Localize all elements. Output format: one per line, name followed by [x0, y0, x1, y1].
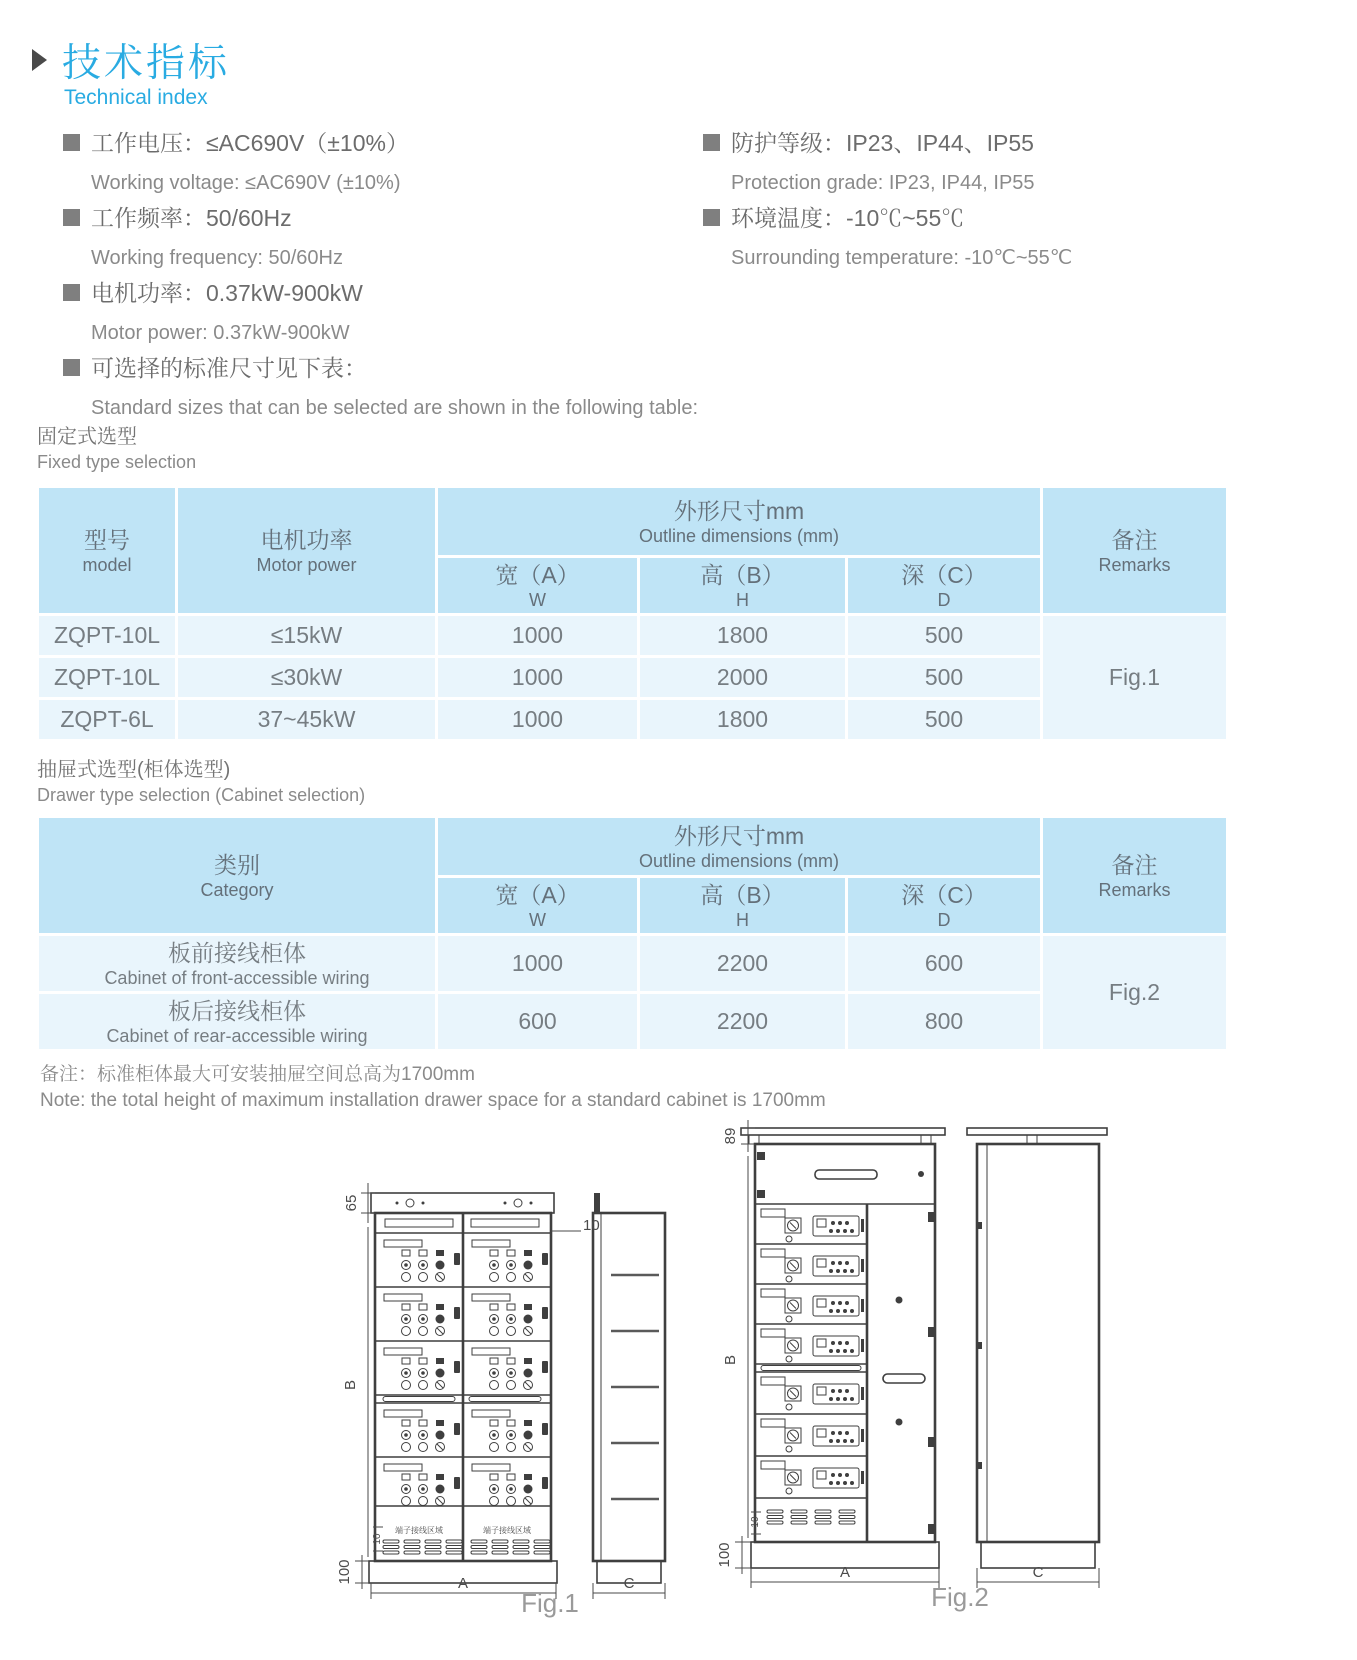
fig2-dim-C: C: [1032, 1564, 1044, 1581]
spec-working-frequency: [63, 204, 703, 270]
fig1-dim-A: A: [457, 1575, 469, 1592]
fig1-side-view: [593, 1193, 665, 1583]
cell-depth: 800: [847, 993, 1042, 1051]
drawer-table-section-label: [37, 757, 365, 807]
spec-en: Protection grade: IP23, IP44, IP55: [731, 172, 1035, 194]
spec-en: Working frequency: 50/60Hz: [91, 247, 343, 269]
cell-width: 1000: [437, 615, 639, 657]
col-header-width: 宽（A） W: [437, 877, 639, 935]
table-row: [38, 615, 1228, 657]
drawer-type-table: [36, 815, 1229, 1052]
fig2-cable-door: [883, 1212, 935, 1534]
figure-2: [715, 1092, 1115, 1617]
footnote: [40, 1062, 826, 1114]
col-header-remarks: 备注 Remarks: [1042, 487, 1228, 615]
fig1-dimensions: [336, 1183, 665, 1599]
spec-standard-sizes: [63, 354, 703, 420]
spec-en: Working voltage: ≤AC690V (±10%): [91, 172, 401, 194]
spec-motor-power: [63, 279, 703, 345]
fig2-dim-100: 100: [716, 1542, 733, 1568]
spec-zh: 电机功率：0.37kW-900kW: [91, 280, 363, 306]
cell-height: 2200: [639, 993, 847, 1051]
fig1-drawing: [335, 1135, 705, 1618]
section-arrow-icon: [32, 49, 47, 71]
section-label-en: Drawer type selection (Cabinet selection): [37, 785, 366, 805]
fixed-table-section-label: [37, 424, 196, 474]
fig1-front-view: [369, 1193, 557, 1583]
cell-model: ZQPT-10L: [38, 615, 177, 657]
fig2-dimensions: [716, 1120, 1099, 1588]
spec-en: Standard sizes that can be selected are shown in the following table:: [91, 397, 699, 419]
spec-zh: 工作电压：≤AC690V（±10%）: [91, 130, 409, 156]
page-title: 技术指标: [62, 42, 231, 85]
cell-category: 板前接线柜体 Cabinet of front-accessible wiring: [38, 935, 437, 993]
col-header-remarks: 备注 Remarks: [1042, 817, 1228, 935]
cell-width: 1000: [437, 699, 639, 741]
cell-width: 600: [437, 993, 639, 1051]
cell-remark: Fig.1: [1042, 615, 1228, 741]
square-bullet-icon: [63, 284, 80, 301]
cell-remark: Fig.2: [1042, 935, 1228, 1051]
cell-model: ZQPT-6L: [38, 699, 177, 741]
fig2-vent-area: [767, 1510, 855, 1524]
cell-height: 2000: [639, 657, 847, 699]
square-bullet-icon: [703, 134, 720, 151]
cell-height: 2200: [639, 935, 847, 993]
spec-en: Motor power: 0.37kW-900kW: [91, 322, 350, 344]
fig1-dim-C: C: [623, 1575, 635, 1592]
cell-power: ≤15kW: [177, 615, 437, 657]
fig1-dim-B: B: [342, 1379, 359, 1391]
col-header-height: 高（B） H: [639, 557, 847, 615]
fig1-dim-65: 65: [343, 1194, 360, 1212]
col-header-height: 高（B） H: [639, 877, 847, 935]
col-header-outline-dimensions: 外形尺寸mm Outline dimensions (mm): [437, 487, 1042, 557]
cell-height: 1800: [639, 615, 847, 657]
footnote-en: Note: the total height of maximum installation drawer space for a standard cabinet is 1700mm: [40, 1090, 826, 1111]
fig2-drawing: [715, 1092, 1115, 1612]
fig2-dim-A: A: [839, 1564, 851, 1581]
spec-zh: 可选择的标准尺寸见下表：: [91, 355, 367, 381]
col-header-width: 宽（A） W: [437, 557, 639, 615]
svg-text:端子接线区域: 端子接线区域: [395, 1526, 443, 1535]
fig1-dim-100: 100: [336, 1559, 353, 1585]
spec-column-right: [703, 129, 1343, 279]
section-label-zh: 固定式选型: [37, 426, 137, 448]
fixed-type-table: [36, 485, 1229, 742]
cell-height: 1800: [639, 699, 847, 741]
cell-width: 1000: [437, 657, 639, 699]
table-row: [38, 935, 1228, 993]
section-label-zh: 抽屉式选型(柜体选型): [37, 759, 231, 781]
square-bullet-icon: [63, 359, 80, 376]
cell-depth: 600: [847, 935, 1042, 993]
cell-depth: 500: [847, 699, 1042, 741]
cell-width: 1000: [437, 935, 639, 993]
spec-working-voltage: [63, 129, 703, 195]
fig2-caption: Fig.2: [931, 1582, 989, 1612]
page-subtitle: Technical index: [64, 86, 208, 109]
fig2-side-view: [967, 1128, 1107, 1568]
spec-zh: 工作频率：50/60Hz: [91, 205, 292, 231]
col-header-motor-power: 电机功率 Motor power: [177, 487, 437, 615]
spec-surrounding-temperature: [703, 204, 1343, 270]
cell-depth: 500: [847, 615, 1042, 657]
section-label-en: Fixed type selection: [37, 452, 197, 472]
cell-category: 板后接线柜体 Cabinet of rear-accessible wiring: [38, 993, 437, 1051]
fig1-terminal-area: [383, 1525, 550, 1554]
figure-1: [335, 1135, 705, 1620]
cell-model: ZQPT-10L: [38, 657, 177, 699]
cell-depth: 500: [847, 657, 1042, 699]
cell-power: 37~45kW: [177, 699, 437, 741]
fig1-caption: Fig.1: [521, 1588, 579, 1618]
cell-power: ≤30kW: [177, 657, 437, 699]
col-header-outline-dimensions: 外形尺寸mm Outline dimensions (mm): [437, 817, 1042, 877]
svg-text:端子接线区域: 端子接线区域: [483, 1526, 531, 1535]
spec-zh: 环境温度：-10℃~55℃: [731, 205, 965, 231]
spec-column-left: [63, 129, 703, 429]
col-header-category: 类别 Category: [38, 817, 437, 935]
fig1-dim-10-top: 10: [583, 1217, 600, 1234]
fig2-dim-10-vent: 10: [750, 1516, 761, 1528]
spec-en: Surrounding temperature: -10℃~55℃: [731, 247, 1073, 269]
footnote-zh: 备注：标准柜体最大可安装抽屉空间总高为1700mm: [40, 1064, 475, 1085]
fig1-dim-10-vent: 10: [372, 1533, 383, 1545]
col-header-model: 型号 model: [38, 487, 177, 615]
fig2-dim-B: B: [722, 1354, 739, 1366]
square-bullet-icon: [703, 209, 720, 226]
spec-zh: 防护等级：IP23、IP44、IP55: [731, 130, 1034, 156]
square-bullet-icon: [63, 209, 80, 226]
col-header-depth: 深（C） D: [847, 877, 1042, 935]
col-header-depth: 深（C） D: [847, 557, 1042, 615]
square-bullet-icon: [63, 134, 80, 151]
spec-protection-grade: [703, 129, 1343, 195]
fig2-dim-89: 89: [722, 1127, 739, 1145]
fig2-front-view: [741, 1128, 945, 1568]
